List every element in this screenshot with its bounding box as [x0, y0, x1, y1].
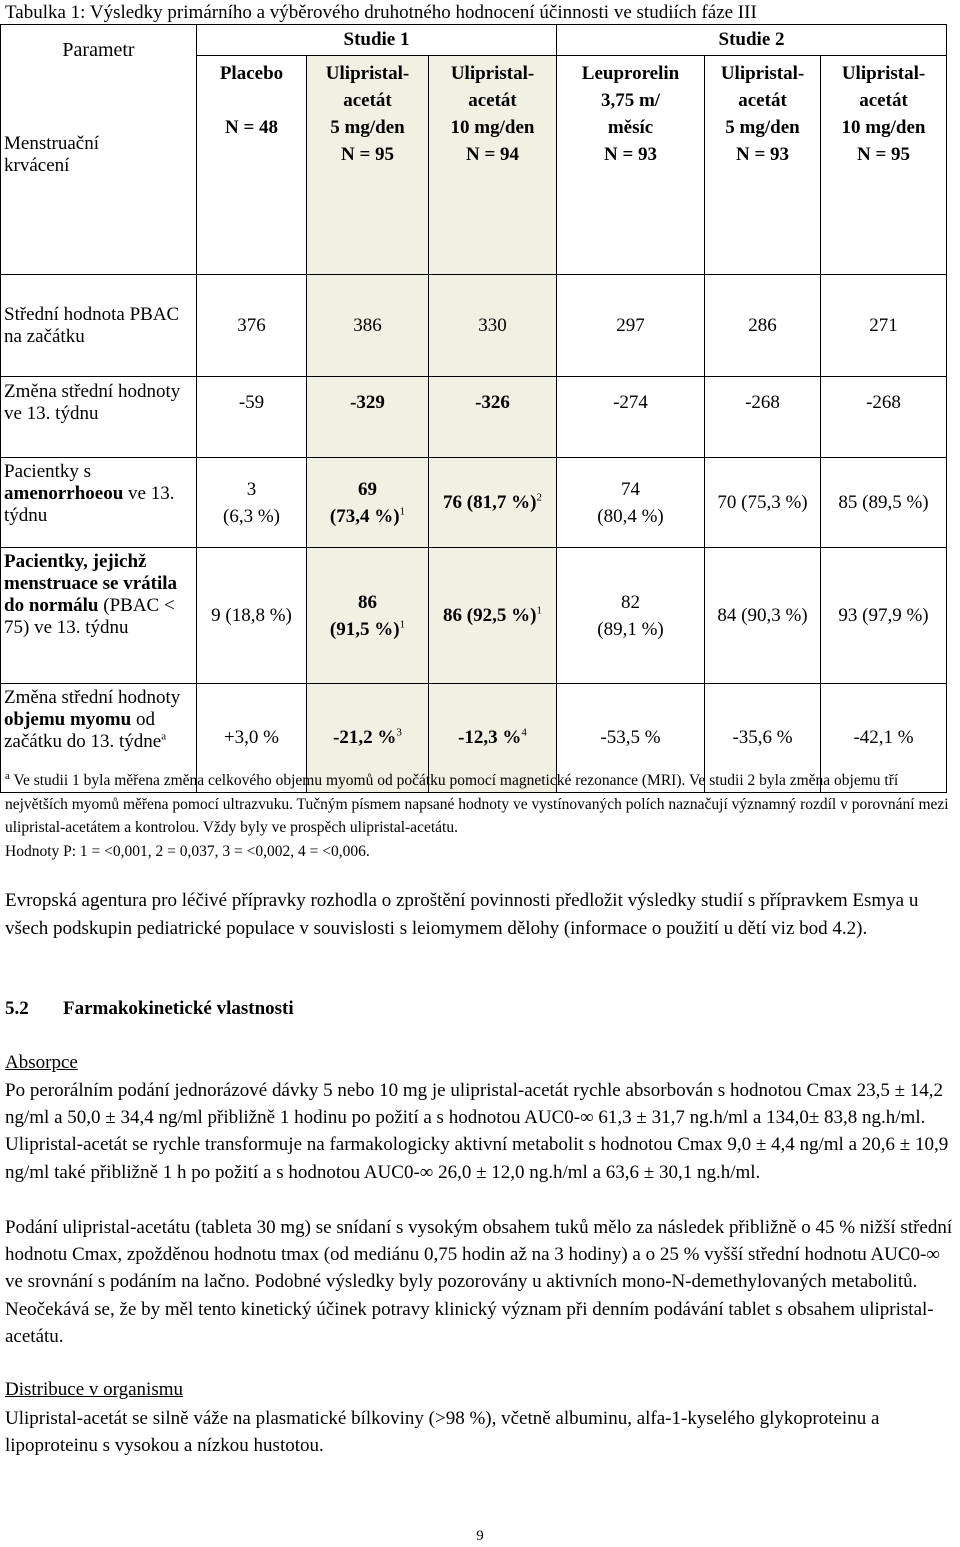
- param-sub-label: Menstruační krvácení: [4, 133, 99, 176]
- page-number: 9: [476, 1528, 484, 1544]
- table-cell: +3,0 %: [197, 684, 307, 793]
- col-header-placebo: Placebo N = 48: [197, 56, 307, 275]
- table-cell: 86 (91,5 %)$^1$: [307, 548, 429, 684]
- table-cell: 297: [557, 275, 705, 377]
- table-cell: -53,5 %: [557, 684, 705, 793]
- table-cell: 9 (18,8 %): [197, 548, 307, 684]
- table-cell: -35,6 %: [705, 684, 821, 793]
- absorpce-heading: Absorpce: [5, 1052, 78, 1073]
- table-footnote: $^a$ Ve studii 1 byla měřena změna celkového objemu myomů od počátku pomocí magnetické rezonance (MRI). Ve studii 2 byla změna objemu tří největších myomů měřena pomocí ultrazvuku. Tučným písmem napsané hodnoty ve vystínovaných polích naznačují významný rozdíl v porovnání mezi ulipristal-acetátem a kontrolou. Vždy byly ve prospěch ulipristal-acetátu. Hodnoty P: 1 = <0,001, 2 = 0,037, 3 = <0,002, 4 = <0,006.: [5, 769, 949, 860]
- row-label: Pacientky s amenorrhoeou ve 13. týdnu: [1, 458, 197, 548]
- absorpce-paragraph-2: Podání ulipristal-acetátu (tableta 30 mg) se snídaní s vysokým obsahem tuků mělo za následek přibližně o 45 % nižší střední hodnotu Cmax, zpožděnou hodnotu tmax (od mediánu 0,75 hodin až na 3 hodiny) a o 25 % vyšší střední hodnotu AUC0-∞ ve srovnání s podáním na lačno. Podobné výsledky byly pozorovány u aktivních mono-N-demethylovaných metabolitů. Neočekává se, že by měl tento kinetický účinek potravy klinický význam při denním podávání tablet s obsahem ulipristal-acetátu.: [5, 1217, 953, 1347]
- row-label: Střední hodnota PBAC na začátku: [1, 275, 197, 377]
- table-row: [1, 275, 947, 377]
- distribuce-heading: Distribuce v organismu: [5, 1379, 184, 1400]
- table-cell: 93 (97,9 %): [821, 548, 947, 684]
- table-cell: 330: [429, 275, 557, 377]
- row-label: Změna střední hodnoty objemu myomu od začátku do 13. týdne$^a$: [1, 684, 197, 793]
- study2-header: Studie 2: [557, 25, 947, 56]
- table-cell: -59: [197, 377, 307, 458]
- absorpce-paragraph-1: Po perorálním podání jednorázové dávky 5 nebo 10 mg je ulipristal-acetát rychle absorbován s hodnotou Cmax 23,5 ± 14,2 ng/ml a 50,0 ± 34,4 ng/ml přibližně 1 hodinu po požití a s hodnotou AUC0-∞ 61,3 ± 31,7 ng.h/ml a 134,0± 83,8 ng.h/ml. Ulipristal-acetát se rychle transformuje na farmakologicky aktivní metabolit s hodnotou Cmax 9,0 ± 4,4 ng/ml a 20,6 ± 10,9 ng/ml také přibližně 1 h po požití a s hodnotou AUC0-∞ 26,0 ± 12,0 ng.h/ml a 63,6 ± 30,1 ng.h/ml.: [5, 1080, 949, 1183]
- row-label: Změna střední hodnoty ve 13. týdnu: [1, 377, 197, 458]
- table-cell: 376: [197, 275, 307, 377]
- table-cell: -268: [821, 377, 947, 458]
- col-header-upa10-s2: Ulipristal- acetát 10 mg/den N = 95: [821, 56, 947, 275]
- table-row: [1, 458, 947, 548]
- table-cell: 85 (89,5 %): [821, 458, 947, 548]
- table-cell: 69 (73,4 %)$^1$: [307, 458, 429, 548]
- table-cell: 286: [705, 275, 821, 377]
- col-header-upa10-s1: Ulipristal- acetát 10 mg/den N = 94: [429, 56, 557, 275]
- row-label: Pacientky, jejichž menstruace se vrátila do normálu (PBAC < 75) ve 13. týdnu: [1, 548, 197, 684]
- table-cell: -329: [307, 377, 429, 458]
- distribuce-paragraph: Ulipristal-acetát se silně váže na plasmatické bílkoviny (>98 %), včetně albuminu, alfa-1-kyselého glykoproteinu a lipoproteinu s vysokou a nízkou hustotou.: [5, 1408, 880, 1457]
- table-cell: -274: [557, 377, 705, 458]
- table-cell: -326: [429, 377, 557, 458]
- col-header-leuprorelin: Leuprorelin 3,75 m/ měsíc N = 93: [557, 56, 705, 275]
- table-cell: -268: [705, 377, 821, 458]
- table-cell: 271: [821, 275, 947, 377]
- param-header-cell: [1, 25, 197, 275]
- table-caption: Tabulka 1: Výsledky primárního a výběrového druhotného hodnocení účinnosti ve studiích fáze III: [5, 2, 757, 23]
- table-cell: 74 (80,4 %): [557, 458, 705, 548]
- table-cell: -21,2 %$^3$: [307, 684, 429, 793]
- table-cell: 84 (90,3 %): [705, 548, 821, 684]
- param-label: Parametr: [62, 39, 135, 61]
- table-cell: 86 (92,5 %)$^1$: [429, 548, 557, 684]
- col-header-upa5-s2: Ulipristal- acetát 5 mg/den N = 93: [705, 56, 821, 275]
- results-table: [0, 24, 947, 793]
- study1-header: Studie 1: [197, 25, 557, 56]
- col-header-upa5-s1: Ulipristal- acetát 5 mg/den N = 95: [307, 56, 429, 275]
- table-cell: 82 (89,1 %): [557, 548, 705, 684]
- table-cell: -42,1 %: [821, 684, 947, 793]
- table-cell: 386: [307, 275, 429, 377]
- section-heading: 5.2 Farmakokinetické vlastnosti: [5, 998, 294, 1019]
- table-cell: 3 (6,3 %): [197, 458, 307, 548]
- table-row: [1, 377, 947, 458]
- table-row: [1, 548, 947, 684]
- table-cell: -12,3 %$^4$: [429, 684, 557, 793]
- ema-paragraph: Evropská agentura pro léčivé přípravky rozhodla o zproštění povinnosti předložit výsledky studií s přípravkem Esmya u všech podskupin pediatrické populace v souvislosti s leiomymem dělohy (informace o použití u dětí viz bod 4.2).: [5, 890, 919, 939]
- table-cell: 76 (81,7 %)$^2$: [429, 458, 557, 548]
- table-cell: 70 (75,3 %): [705, 458, 821, 548]
